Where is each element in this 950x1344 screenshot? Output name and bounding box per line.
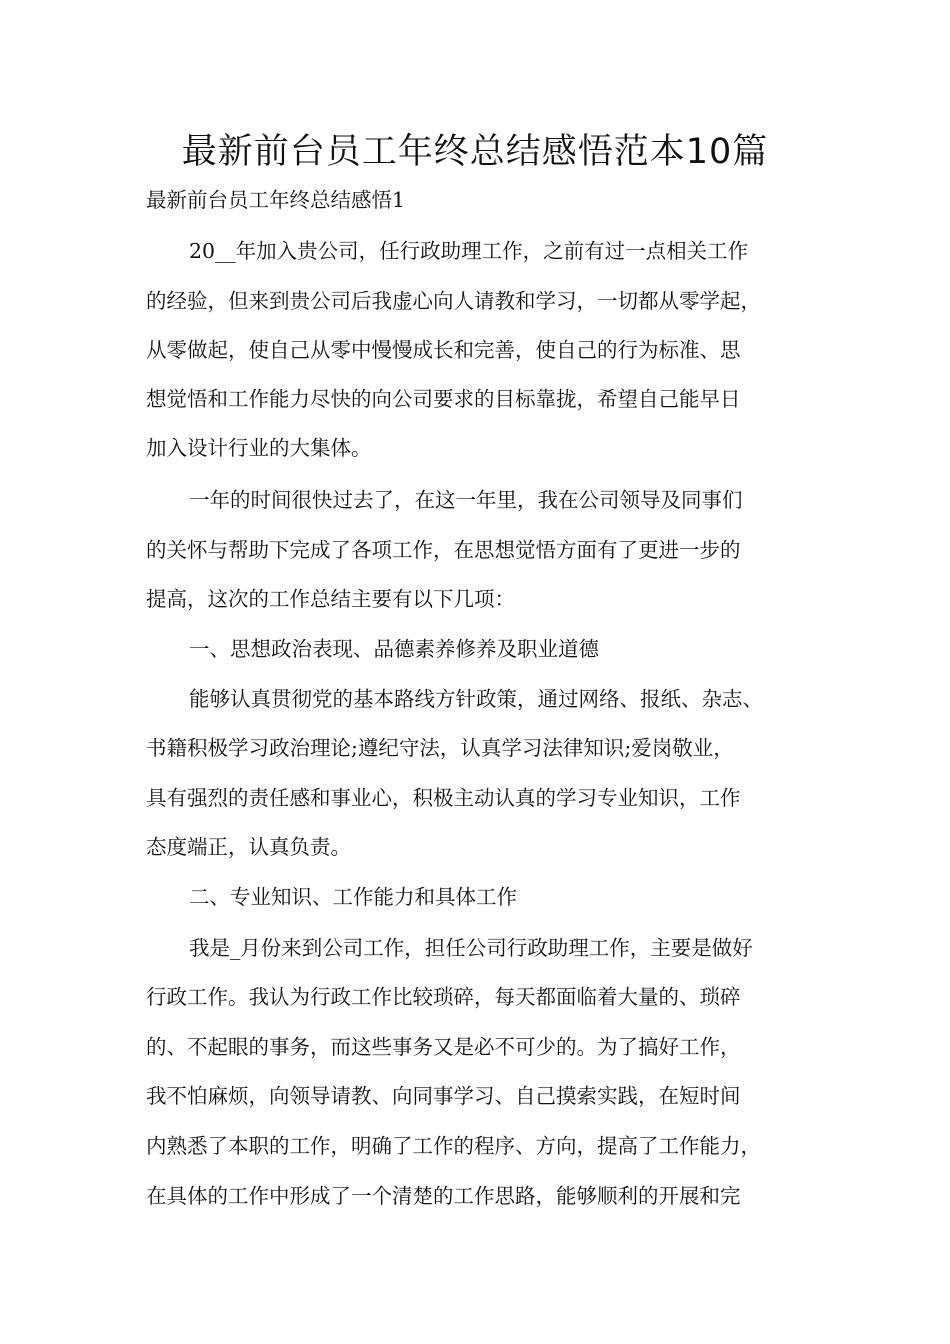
paragraph-line: 想觉悟和工作能力尽快的向公司要求的目标靠拢，希望自己能早日 bbox=[146, 387, 741, 411]
paragraph-line: 内熟悉了本职的工作，明确了工作的程序、方向，提高了工作能力， bbox=[146, 1134, 761, 1158]
paragraph-line: 我不怕麻烦，向领导请教、向同事学习、自己摸索实践，在短时间 bbox=[146, 1084, 741, 1108]
paragraph-line: 态度端正，认真负责。 bbox=[146, 835, 351, 859]
section-heading: 二、专业知识、工作能力和具体工作 bbox=[189, 885, 517, 909]
paragraph-line: 加入设计行业的大集体。 bbox=[146, 436, 372, 460]
paragraph-line: 能够认真贯彻党的基本路线方针政策，通过网络、报纸、杂志、 bbox=[189, 687, 763, 711]
paragraph-line: 行政工作。我认为行政工作比较琐碎，每天都面临着大量的、琐碎 bbox=[146, 985, 741, 1009]
paragraph-line: 提高，这次的工作总结主要有以下几项： bbox=[146, 587, 515, 611]
paragraph-line: 一年的时间很快过去了，在这一年里，我在公司领导及同事们 bbox=[189, 488, 743, 512]
paragraph-line: 20__年加入贵公司，任行政助理工作，之前有过一点相关工作 bbox=[189, 239, 749, 263]
paragraph-line: 具有强烈的责任感和事业心，积极主动认真的学习专业知识，工作 bbox=[146, 786, 741, 810]
paragraph-line: 从零做起，使自己从零中慢慢成长和完善，使自己的行为标准、思 bbox=[146, 338, 741, 362]
paragraph-line: 我是_月份来到公司工作，担任公司行政助理工作，主要是做好 bbox=[189, 936, 753, 960]
document-title: 最新前台员工年终总结感悟范本10篇 bbox=[181, 132, 769, 172]
paragraph-line: 的关怀与帮助下完成了各项工作，在思想觉悟方面有了更进一步的 bbox=[146, 538, 741, 562]
section-heading: 一、思想政治表现、品德素养修养及职业道德 bbox=[189, 637, 599, 661]
paragraph-line: 在具体的工作中形成了一个清楚的工作思路，能够顺利的开展和完 bbox=[146, 1184, 741, 1208]
section-subtitle: 最新前台员工年终总结感悟1 bbox=[146, 188, 406, 212]
paragraph-line: 书籍积极学习政治理论;遵纪守法，认真学习法律知识;爱岗敬业， bbox=[146, 736, 734, 760]
paragraph-line: 的经验，但来到贵公司后我虚心向人请教和学习，一切都从零学起， bbox=[146, 289, 761, 313]
paragraph-line: 的、不起眼的事务，而这些事务又是必不可少的。为了搞好工作， bbox=[146, 1035, 741, 1059]
